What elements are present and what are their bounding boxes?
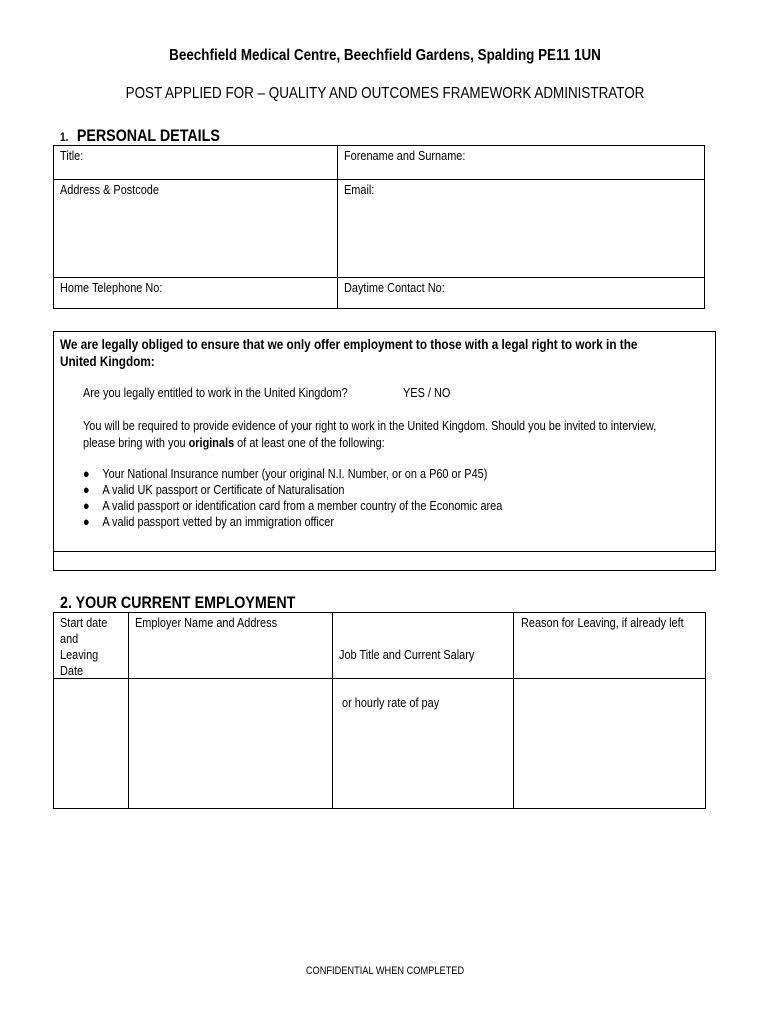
name-field[interactable]: Forename and Surname: [344,148,466,163]
personal-details-table [53,145,705,309]
column-header-employer: Employer Name and Address [135,615,278,630]
legal-statement: We are legally obliged to ensure that we only offer employment to those with a legal right to work in the United Kingdom: [60,336,638,369]
list-item: ● A valid passport vetted by an immigration officer [83,514,334,529]
bullet-icon: ● [83,466,90,481]
practice-address-heading: Beechfield Medical Centre, Beechfield Gardens, Spalding PE11 1UN [169,47,601,64]
column-header-reason: Reason for Leaving, if already left [521,615,684,630]
list-item: ● Your National Insurance number (your original N.I. Number, or on a P60 or P45) [83,466,488,481]
section-title: PERSONAL DETAILS [76,126,220,145]
section-number: 1. [60,130,69,144]
employment-table [53,612,706,809]
section-current-employment-heading: 2. YOUR CURRENT EMPLOYMENT [60,593,296,612]
home-telephone-field[interactable]: Home Telephone No: [60,280,163,295]
email-field[interactable]: Email: [344,182,375,197]
list-item: ● A valid passport or identification card from a member country of the Economic area [83,498,503,513]
post-applied-heading: POST APPLIED FOR – QUALITY AND OUTCOMES FRAMEWORK ADMINISTRATOR [125,85,645,102]
bullet-icon: ● [83,498,90,513]
column-header-job-title: Job Title and Current Salary or hourly rate of pay [339,647,475,710]
evidence-list [83,466,502,530]
bullet-icon: ● [83,482,90,497]
daytime-contact-field[interactable]: Daytime Contact No: [344,280,445,295]
column-header-dates: Start date and Leaving Date [60,615,108,678]
evidence-paragraph: You will be required to provide evidence of your right to work in the United Kingdom. Should you be invited to interview, please bring with you originals of at least one of the following: [83,418,657,450]
section-personal-details-heading [60,126,220,146]
address-field[interactable]: Address & Postcode [60,182,159,197]
bullet-icon: ● [83,514,90,529]
confidential-footer: CONFIDENTIAL WHEN COMPLETED [305,965,465,977]
yes-no-answer[interactable]: YES / NO [403,385,451,400]
title-field[interactable]: Title: [60,148,84,163]
right-to-work-question: Are you legally entitled to work in the United Kingdom? [83,385,348,400]
list-item: ● A valid UK passport or Certificate of Naturalisation [83,482,345,497]
right-to-work-box [53,331,716,571]
